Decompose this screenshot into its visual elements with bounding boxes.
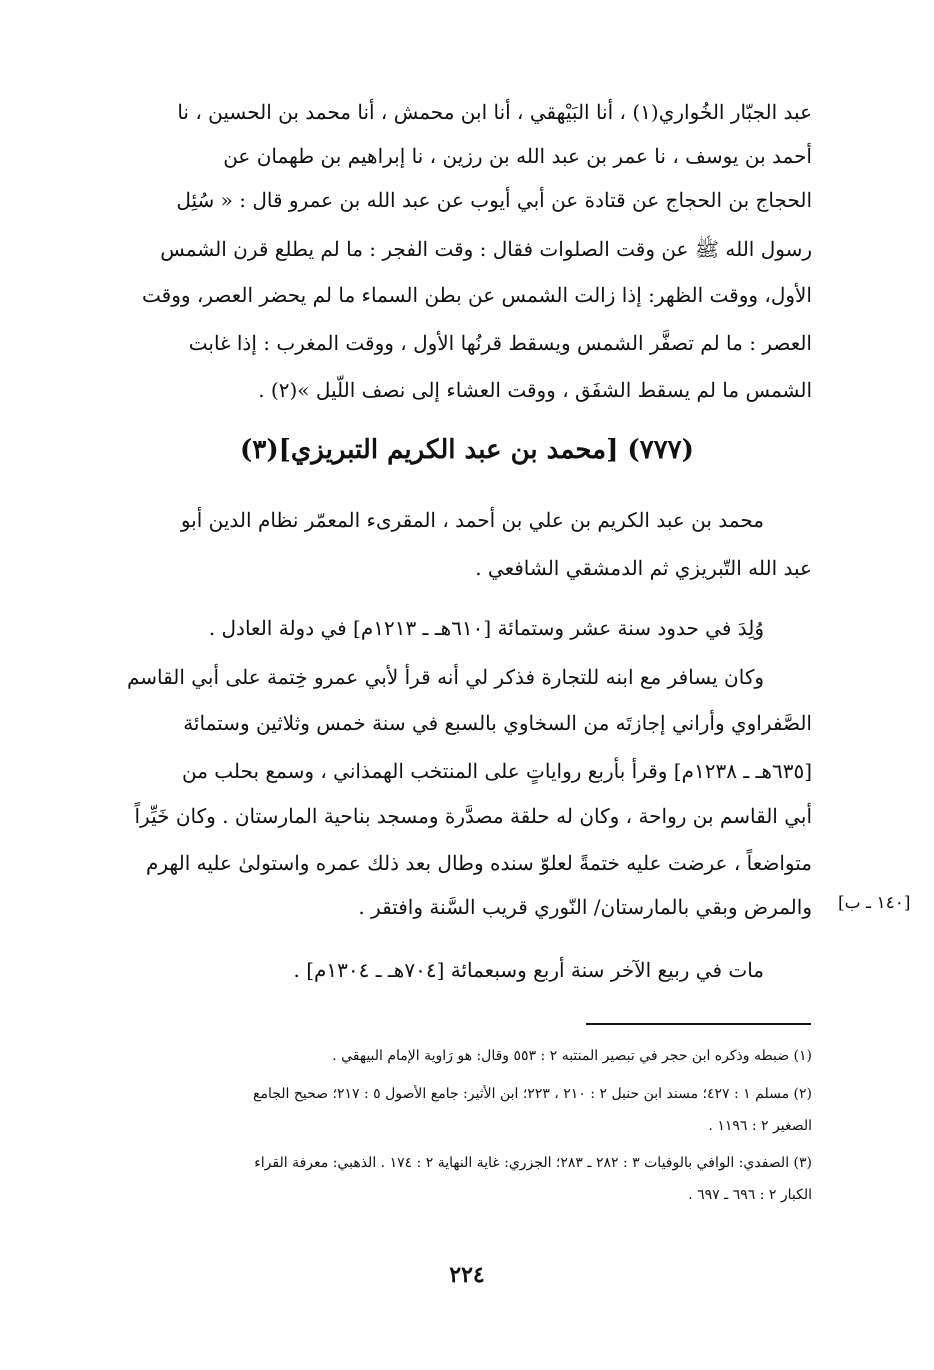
footnote: (١) ضبطه وذكره ابن حجر في تبصير المنتبه ٢ : ٥٥٣ وقال: هو رَاوية الإمام البيهقي . xyxy=(332,1048,812,1064)
text-line: الحجاج بن الحجاج عن قتادة عن أبي أيوب عن عبد الله بن عمرو قال : « سُئِل xyxy=(176,188,812,212)
text-line: عبد الجبّار الخُواري(١) ، أنا البَيْهقي ، أنا ابن محمش ، أنا محمد بن الحسين ، نا xyxy=(177,100,812,124)
text-line: والمرض وبقي بالمارستان/ النّوري قريب السَّنة وافتقر . xyxy=(358,895,812,919)
entry-title: (٧٧٧) [محمد بن عبد الكريم التبريزي](٣) xyxy=(240,435,694,465)
text-line: وكان يسافر مع ابنه للتجارة فذكر لي أنه قرأ لأبي عمرو خِتمة على أبي القاسم xyxy=(126,665,764,689)
text-line: الأول، ووقت الظهر: إذا زالت الشمس عن بطن السماء ما لم يحضر العصر، ووقت xyxy=(142,283,812,307)
footnote: الصغير ٢ : ١١٩٦ . xyxy=(708,1118,812,1134)
footnote: الكبار ٢ : ٦٩٦ ـ ٦٩٧ . xyxy=(688,1187,812,1203)
text-line: مات في ربيع الآخر سنة أربع وسبعمائة [٧٠٤هـ ـ ١٣٠٤م] . xyxy=(293,958,764,982)
text-line: العصر : ما لم تصفَّر الشمس ويسقط قرنُها الأول ، ووقت المغرب : إذا غابت xyxy=(188,331,812,355)
text-line: رسول الله ﷺ عن وقت الصلوات فقال : وقت الفجر : ما لم يطلع قرن الشمس xyxy=(160,237,812,261)
text-line: متواضعاً ، عرضت عليه ختمةً لعلوّ سنده وطال بعد ذلك عمره واستولىٰ عليه الهرم xyxy=(146,851,812,875)
text-line: وُلِدَ في حدود سنة عشر وستمائة [٦١٠هـ ـ ١٢١٣م] في دولة العادل . xyxy=(208,616,764,640)
footnote-divider xyxy=(586,1023,811,1025)
margin-folio-note: [١٤٠ ـ ب] xyxy=(838,893,911,913)
text-line: الشمس ما لم يسقط الشفَق ، ووقت العشاء إلى نصف اللّيل »(٢) . xyxy=(258,378,812,402)
text-line: محمد بن عبد الكريم بن علي بن أحمد ، المقرىء المعمّر نظام الدين أبو xyxy=(180,508,764,532)
footnote: (٢) مسلم ١ : ٤٢٧؛ مسند ابن حنبل ٢ : ٢١٠ ، ٢٢٣؛ ابن الأثير: جامع الأصول ٥ : ٢١٧؛ صحيح الجامع xyxy=(253,1086,812,1102)
text-line: [٦٣٥هـ ـ ١٢٣٨م] وقرأ بأربع رواياتٍ على المنتخب الهمذاني ، وسمع بحلب من xyxy=(182,759,812,783)
text-line: أحمد بن يوسف ، نا عمر بن عبد الله بن رزين ، نا إبراهيم بن طهمان عن xyxy=(223,144,812,168)
text-line: عبد الله التّبريزي ثم الدمشقي الشافعي . xyxy=(475,556,812,580)
text-line: الصَّفراوي وأراني إجازتَه من السخاوي بالسبع في سنة خمس وثلاثين وستمائة xyxy=(183,711,812,735)
text-line: أبي القاسم بن رواحة ، وكان له حلقة مصدَّرة ومسجد بناحية المارستان . وكان خَيِّراً xyxy=(134,804,812,828)
page-number: ٢٢٤ xyxy=(449,1262,485,1288)
footnote: (٣) الصفدي: الوافي بالوفيات ٣ : ٢٨٢ ـ ٢٨٣؛ الجزري: غاية النهاية ٢ : ١٧٤ . الذهبي: معرفة القراء xyxy=(254,1155,812,1171)
